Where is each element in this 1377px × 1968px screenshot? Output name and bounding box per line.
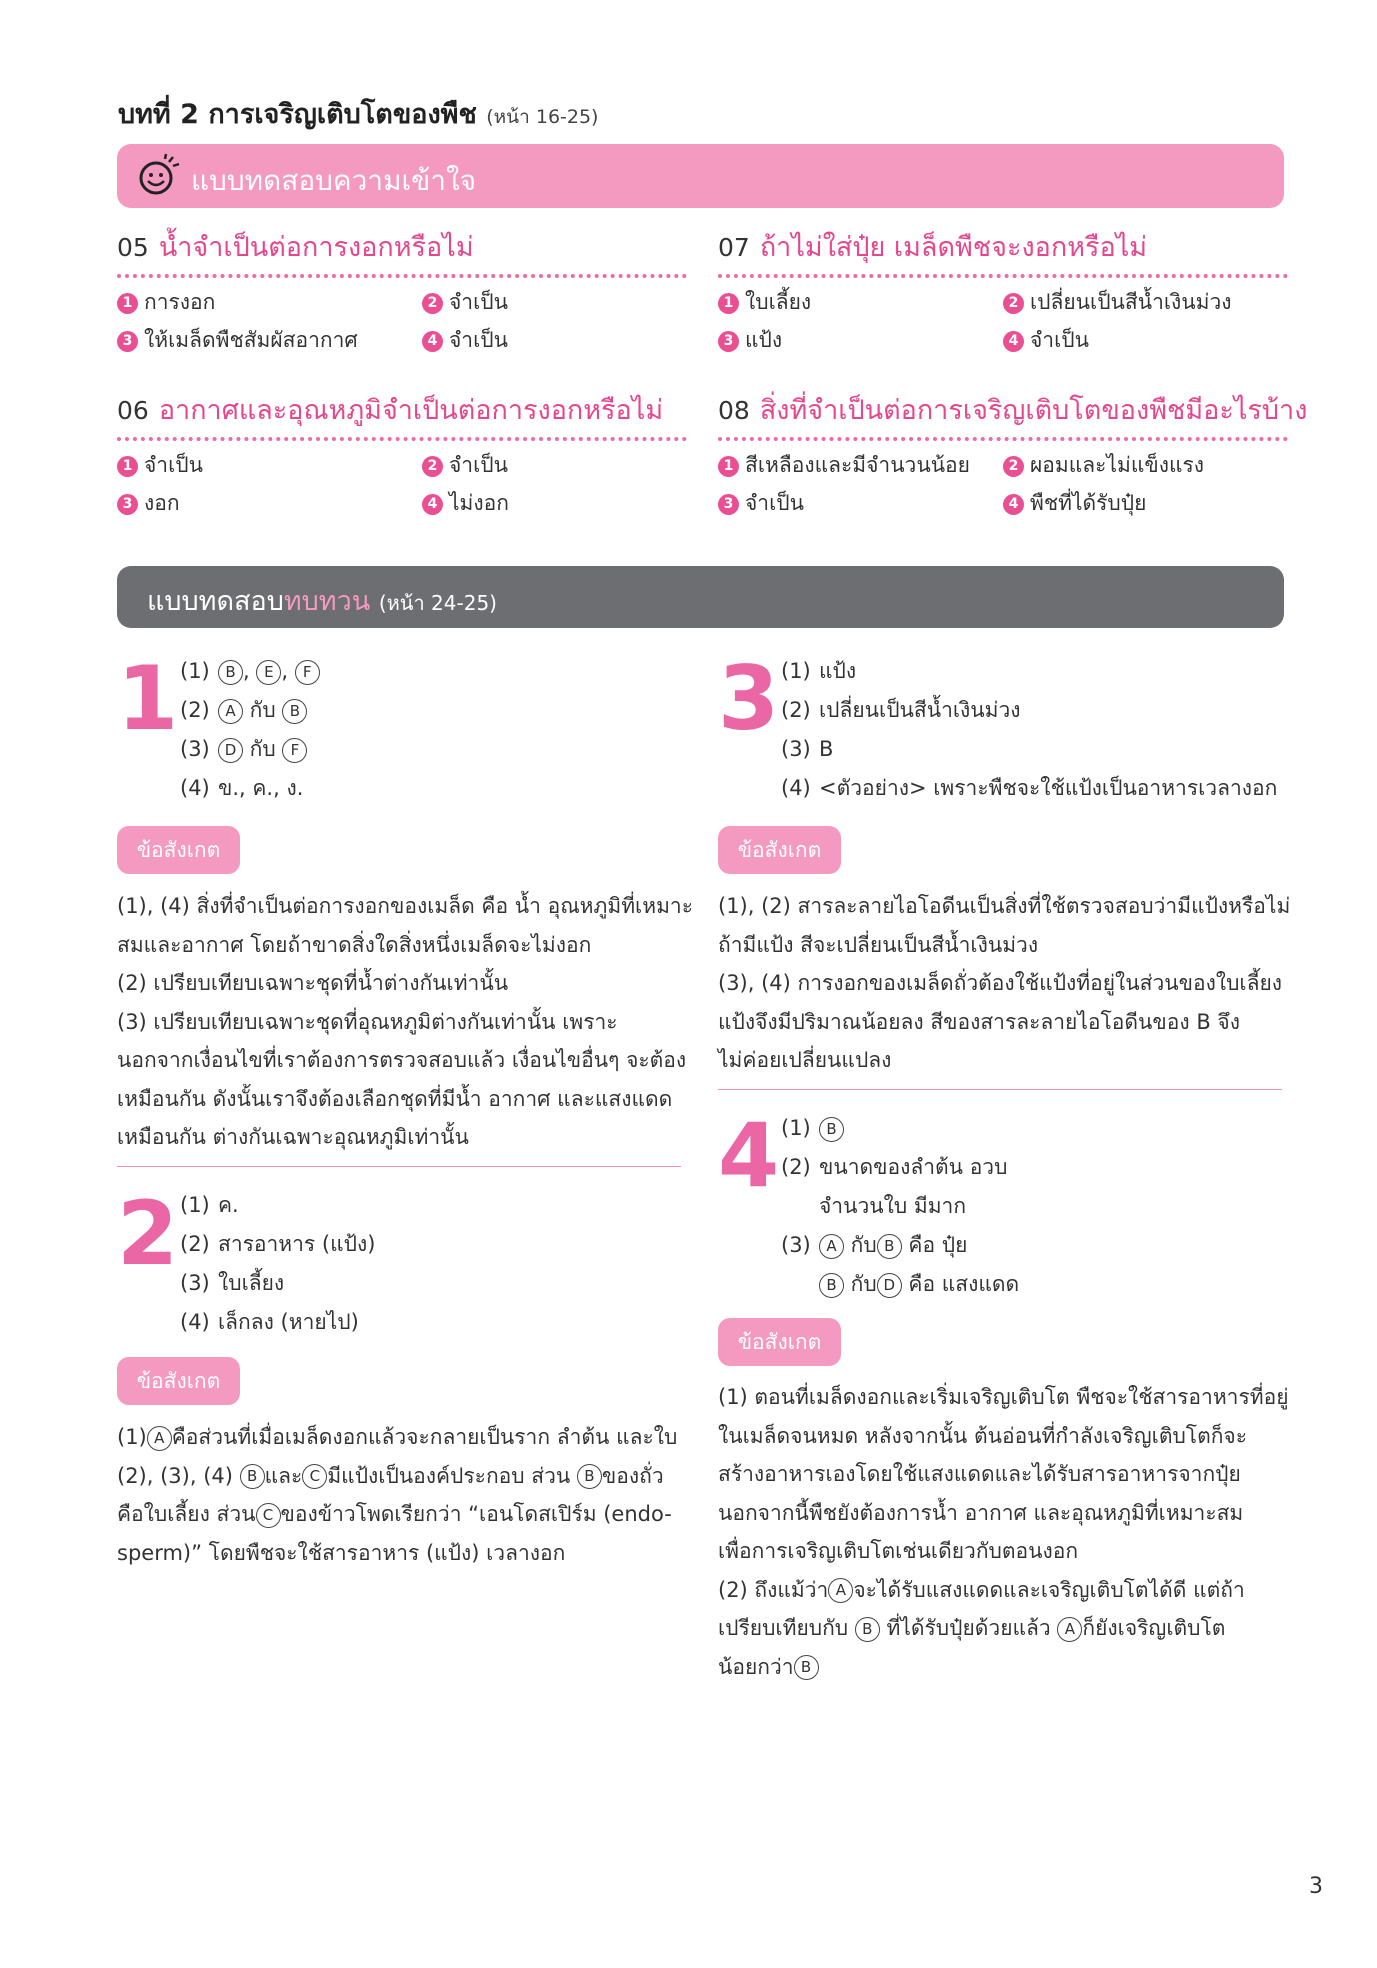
- observation-label: ข้อสังเกต: [718, 1318, 841, 1366]
- note-text: น้อยกว่า: [718, 1654, 794, 1679]
- answer-text: จำเป็น: [449, 328, 508, 352]
- answer-text: จำนวนใบ มีมาก: [819, 1194, 967, 1218]
- note-line: [718, 1571, 1289, 1610]
- page-number: 3: [1309, 1874, 1323, 1899]
- note-line: สมและอากาศ โดยถ้าขาดสิ่งใดสิ่งหนึ่งเมล็ดจะไม่งอก: [117, 932, 592, 957]
- number-badge: 2: [1003, 456, 1024, 477]
- review-banner-highlight: ทบทวน: [283, 586, 371, 617]
- note-line: [718, 1648, 1289, 1687]
- answer-text: B: [819, 737, 834, 761]
- answer-item: [1003, 489, 1288, 518]
- answer-text: แป้ง: [819, 659, 857, 683]
- comprehension-banner-label: แบบทดสอบความเข้าใจ: [191, 164, 477, 197]
- answer-label: (4): [781, 776, 811, 800]
- answer-line: [180, 1186, 375, 1225]
- observation-label: ข้อสังเกต: [117, 1357, 240, 1405]
- note-text: ของถั่ว: [601, 1463, 664, 1488]
- answer-text: แป้ง: [745, 328, 783, 352]
- note-text: sperm)” โดยพืชจะใช้สารอาหาร (แป้ง) เวลางอก: [117, 1540, 566, 1565]
- note-text: คือส่วนที่เมื่อเมล็ดงอกแล้วจะกลายเป็นราก ลำต้น และใบ: [171, 1425, 678, 1449]
- note-line: (1), (4) สิ่งที่จำเป็นต่อการงอกของเมล็ด คือ น้ำ อุณหภูมิที่เหมาะ: [117, 894, 693, 918]
- number-badge: 1: [718, 293, 739, 314]
- smiley-icon: [137, 153, 183, 199]
- note-text: และ: [264, 1463, 303, 1488]
- note-line: [117, 1534, 677, 1573]
- answer-text: กับ: [844, 1233, 877, 1257]
- comprehension-banner: [117, 144, 1284, 208]
- answer-line: [180, 652, 320, 691]
- section-heading: [117, 228, 687, 268]
- answer-item: [422, 451, 687, 480]
- answer-label: (3): [781, 1233, 811, 1257]
- note-line: แป้งจึงมีปริมาณน้อยลง สีของสารละลายไอโอดีนของ B จึง: [718, 1009, 1240, 1034]
- circled-letter: B: [577, 1464, 602, 1489]
- answer-text: ใบเลี้ยง: [218, 1271, 285, 1295]
- answer-item: [718, 489, 1003, 518]
- section-08: [718, 391, 1308, 518]
- question-number-4: 4: [718, 1104, 780, 1207]
- section-number: 05: [117, 233, 149, 262]
- answer-text: เล็กลง (หายไป): [218, 1310, 359, 1334]
- circled-letter: B: [819, 1273, 844, 1298]
- q4-answers: [781, 1109, 1019, 1304]
- note-text: ที่ได้รับปุ๋ยด้วยแล้ว: [879, 1616, 1058, 1640]
- section-question: อากาศและอุณหภูมิจำเป็นต่อการงอกหรือไม่: [158, 395, 664, 426]
- answer-line: [781, 652, 1277, 691]
- note-text: คือใบเลี้ยง ส่วน: [117, 1502, 256, 1526]
- note-line: เพื่อการเจริญเติบโตเช่นเดียวกับตอนงอก: [718, 1539, 1079, 1563]
- answer-item: [117, 288, 422, 317]
- review-banner: [117, 566, 1284, 628]
- section-06: [117, 391, 687, 518]
- answer-text: สารอาหาร (แป้ง): [218, 1232, 376, 1256]
- note-line: สร้างอาหารเองโดยใช้แสงแดดและได้รับสารอาหารจากปุ๋ย: [718, 1462, 1241, 1486]
- answer-item: [422, 489, 687, 518]
- answer-text: กับ: [844, 1272, 877, 1296]
- number-badge: 3: [718, 494, 739, 515]
- note-line: เหมือนกัน ต่างกันเฉพาะอุณหภูมิเท่านั้น: [117, 1125, 469, 1149]
- note-line: (3), (4) การงอกของเมล็ดถั่วต้องใช้แป้งที่อยู่ในส่วนของใบเลี้ยง: [718, 971, 1283, 995]
- note-line: (1) ตอนที่เมล็ดงอกและเริ่มเจริญเติบโต พืชจะใช้สารอาหารที่อยู่: [718, 1385, 1289, 1409]
- answer-text: ผอมและไม่แข็งแรง: [1030, 453, 1205, 477]
- answer-line: [180, 769, 320, 808]
- dotted-divider: [718, 274, 1288, 278]
- circled-letter: B: [218, 660, 243, 685]
- note-text: ก็ยังเจริญเติบโต: [1082, 1616, 1226, 1640]
- answer-text: ข., ค., ง.: [218, 776, 304, 800]
- answer-item: [718, 451, 1003, 480]
- review-banner-label: [147, 579, 497, 622]
- answer-line: [781, 691, 1277, 730]
- circled-letter: C: [256, 1503, 281, 1528]
- number-badge: 1: [117, 456, 138, 477]
- note-text: (2), (3), (4): [117, 1463, 240, 1488]
- q3-answers: [781, 652, 1277, 808]
- circled-letter: E: [256, 660, 281, 685]
- note-line: เหมือนกัน ดังนั้นเราจึงต้องเลือกชุดที่มีน้ำ อากาศ และแสงแดด: [117, 1086, 673, 1111]
- note-line: [117, 1457, 677, 1496]
- answer-line: [781, 1265, 1019, 1304]
- circled-letter: F: [295, 660, 320, 685]
- dotted-divider: [117, 274, 687, 278]
- q1-answers: [180, 652, 320, 808]
- note-line: ในเมล็ดจนหมด หลังจากนั้น ต้นอ่อนที่กำลังเจริญเติบโตก็จะ: [718, 1423, 1248, 1448]
- question-number-1: 1: [117, 647, 179, 750]
- number-badge: 2: [422, 293, 443, 314]
- section-heading: [718, 391, 1308, 431]
- review-banner-text: แบบทดสอบ: [147, 586, 284, 617]
- answer-grid: [718, 288, 1288, 355]
- answer-item: [422, 288, 687, 317]
- answer-label: (3): [180, 1271, 210, 1295]
- chapter-title-text: บทที่ 2 การเจริญเติบโตของพืช: [118, 99, 477, 130]
- q3-notes: [718, 887, 1290, 1080]
- answer-item: [117, 326, 422, 355]
- section-07: [718, 228, 1288, 355]
- answer-line: [781, 1187, 1019, 1226]
- note-line: [117, 1495, 677, 1534]
- answer-item: [117, 451, 422, 480]
- answer-text: กับ: [243, 737, 283, 761]
- q1-notes: [117, 887, 693, 1157]
- circled-letter: A: [819, 1234, 844, 1259]
- answer-grid: [117, 451, 687, 518]
- answer-label: (2): [180, 1232, 210, 1256]
- answer-label: (1): [180, 659, 210, 683]
- circled-letter: A: [147, 1426, 172, 1451]
- answer-text: <ตัวอย่าง> เพราะพืชจะใช้แป้งเป็นอาหารเวลางอก: [819, 776, 1278, 800]
- note-line: [117, 1418, 677, 1457]
- note-line: (1), (2) สารละลายไอโอดีนเป็นสิ่งที่ใช้ตรวจสอบว่ามีแป้งหรือไม่: [718, 894, 1291, 918]
- section-number: 06: [117, 396, 149, 425]
- answer-line: [781, 730, 1277, 769]
- number-badge: 3: [718, 331, 739, 352]
- answer-text: สีเหลืองและมีจำนวนน้อย: [745, 453, 970, 477]
- chapter-title: [118, 92, 598, 135]
- answer-text: งอก: [144, 491, 180, 515]
- answer-item: [422, 326, 687, 355]
- circled-letter: C: [302, 1464, 327, 1489]
- q2-answers: [180, 1186, 375, 1342]
- answer-item: [117, 489, 422, 518]
- answer-text: คือ ปุ๋ย: [901, 1233, 968, 1257]
- answer-item: [718, 288, 1003, 317]
- divider: [718, 1089, 1282, 1090]
- q4-notes: [718, 1378, 1289, 1686]
- section-question: น้ำจำเป็นต่อการงอกหรือไม่: [158, 232, 474, 263]
- divider: [117, 1166, 681, 1167]
- answer-line: [180, 691, 320, 730]
- answer-label: (2): [781, 698, 811, 722]
- circled-letter: B: [282, 699, 307, 724]
- answer-label: (4): [180, 776, 210, 800]
- note-text: ของข้าวโพดเรียกว่า “เอนโดสเปิร์ม (endo-: [280, 1502, 672, 1526]
- circled-letter: B: [877, 1234, 902, 1259]
- answer-line: [180, 1303, 375, 1342]
- answer-label: (2): [781, 1155, 811, 1179]
- number-badge: 4: [1003, 494, 1024, 515]
- answer-text: ไม่งอก: [449, 491, 509, 515]
- circled-letter: A: [218, 699, 243, 724]
- review-pages: (หน้า 24-25): [378, 591, 497, 615]
- section-question: สิ่งที่จำเป็นต่อการเจริญเติบโตของพืชมีอะไรบ้าง: [759, 395, 1308, 426]
- answer-text: การงอก: [144, 290, 216, 314]
- section-number: 07: [718, 233, 750, 262]
- answer-text: จำเป็น: [745, 491, 804, 515]
- answer-text: คือ แสงแดด: [901, 1272, 1020, 1296]
- answer-line: [781, 769, 1277, 808]
- answer-line: [180, 1264, 375, 1303]
- answer-item: [1003, 326, 1288, 355]
- answer-label: (1): [781, 1116, 811, 1140]
- answer-text: กับ: [243, 698, 283, 722]
- section-question: ถ้าไม่ใส่ปุ๋ย เมล็ดพืชจะงอกหรือไม่: [759, 232, 1148, 263]
- answer-label: (4): [180, 1310, 210, 1334]
- circled-letter: B: [819, 1117, 844, 1142]
- note-line: (3) เปรียบเทียบเฉพาะชุดที่อุณหภูมิต่างกันเท่านั้น เพราะ: [117, 1009, 618, 1034]
- chapter-pages: (หน้า 16-25): [486, 106, 599, 128]
- number-badge: 2: [1003, 293, 1024, 314]
- number-badge: 1: [718, 456, 739, 477]
- circled-letter: F: [282, 738, 307, 763]
- answer-line: [180, 730, 320, 769]
- circled-letter: B: [794, 1655, 819, 1680]
- number-badge: 4: [1003, 331, 1024, 352]
- section-heading: [718, 228, 1288, 268]
- question-number-2: 2: [117, 1182, 179, 1285]
- note-text: เปรียบเทียบกับ: [718, 1616, 855, 1640]
- dotted-divider: [117, 437, 687, 441]
- number-badge: 4: [422, 331, 443, 352]
- answer-text: จำเป็น: [144, 453, 203, 477]
- note-line: นอกจากเงื่อนไขที่เราต้องการตรวจสอบแล้ว เงื่อนไขอื่นๆ จะต้อง: [117, 1048, 687, 1072]
- answer-text: ให้เมล็ดพืชสัมผัสอากาศ: [144, 328, 358, 352]
- number-badge: 1: [117, 293, 138, 314]
- note-text: (1): [117, 1425, 147, 1449]
- separator: ,: [243, 659, 257, 683]
- note-line: ไม่ค่อยเปลี่ยนแปลง: [718, 1048, 892, 1072]
- answer-label: (1): [180, 1193, 210, 1217]
- answer-grid: [117, 288, 687, 355]
- circled-letter: B: [240, 1464, 265, 1489]
- answer-grid: [718, 451, 1288, 518]
- note-text: (2) ถึงแม้ว่า: [718, 1577, 829, 1602]
- circled-letter: D: [877, 1273, 902, 1298]
- note-text: มีแป้งเป็นองค์ประกอบ ส่วน: [327, 1463, 577, 1488]
- answer-text: จำเป็น: [449, 290, 508, 314]
- answer-text: ขนาดของลำต้น อวบ: [819, 1155, 1008, 1179]
- number-badge: 3: [117, 494, 138, 515]
- answer-line: [781, 1226, 1019, 1265]
- note-line: ถ้ามีแป้ง สีจะเปลี่ยนเป็นสีน้ำเงินม่วง: [718, 932, 1039, 957]
- answer-item: [1003, 288, 1288, 317]
- separator: ,: [281, 659, 295, 683]
- answer-text: เปลี่ยนเป็นสีน้ำเงินม่วง: [819, 698, 1021, 722]
- dotted-divider: [718, 437, 1288, 441]
- answer-text: ค.: [218, 1193, 239, 1217]
- q2-notes: [117, 1418, 677, 1572]
- answer-item: [1003, 451, 1288, 480]
- answer-label: (2): [180, 698, 210, 722]
- number-badge: 4: [422, 494, 443, 515]
- circled-letter: D: [218, 738, 243, 763]
- number-badge: 2: [422, 456, 443, 477]
- circled-letter: A: [828, 1578, 853, 1603]
- answer-line: [781, 1109, 1019, 1148]
- note-line: [718, 1609, 1289, 1648]
- answer-text: จำเป็น: [1030, 328, 1089, 352]
- observation-label: ข้อสังเกต: [718, 826, 841, 874]
- circled-letter: B: [855, 1617, 880, 1642]
- answer-label: (1): [781, 659, 811, 683]
- answer-label: (3): [180, 737, 210, 761]
- section-05: [117, 228, 687, 355]
- note-line: (2) เปรียบเทียบเฉพาะชุดที่น้ำต่างกันเท่านั้น: [117, 971, 509, 995]
- question-number-3: 3: [718, 647, 780, 750]
- circled-letter: A: [1057, 1617, 1082, 1642]
- section-heading: [117, 391, 687, 431]
- note-line: นอกจากนี้พืชยังต้องการน้ำ อากาศ และอุณหภูมิที่เหมาะสม: [718, 1500, 1244, 1525]
- note-text: จะได้รับแสงแดดและเจริญเติบโตได้ดี แต่ถ้า: [853, 1577, 1245, 1602]
- answer-text: ใบเลี้ยง: [745, 290, 812, 314]
- section-number: 08: [718, 396, 750, 425]
- answer-text: เปลี่ยนเป็นสีน้ำเงินม่วง: [1030, 290, 1232, 314]
- answer-line: [781, 1148, 1019, 1187]
- number-badge: 3: [117, 331, 138, 352]
- answer-text: จำเป็น: [449, 453, 508, 477]
- answer-text: พืชที่ได้รับปุ๋ย: [1030, 491, 1147, 515]
- answer-label: (3): [781, 737, 811, 761]
- answer-line: [180, 1225, 375, 1264]
- observation-label: ข้อสังเกต: [117, 826, 240, 874]
- answer-item: [718, 326, 1003, 355]
